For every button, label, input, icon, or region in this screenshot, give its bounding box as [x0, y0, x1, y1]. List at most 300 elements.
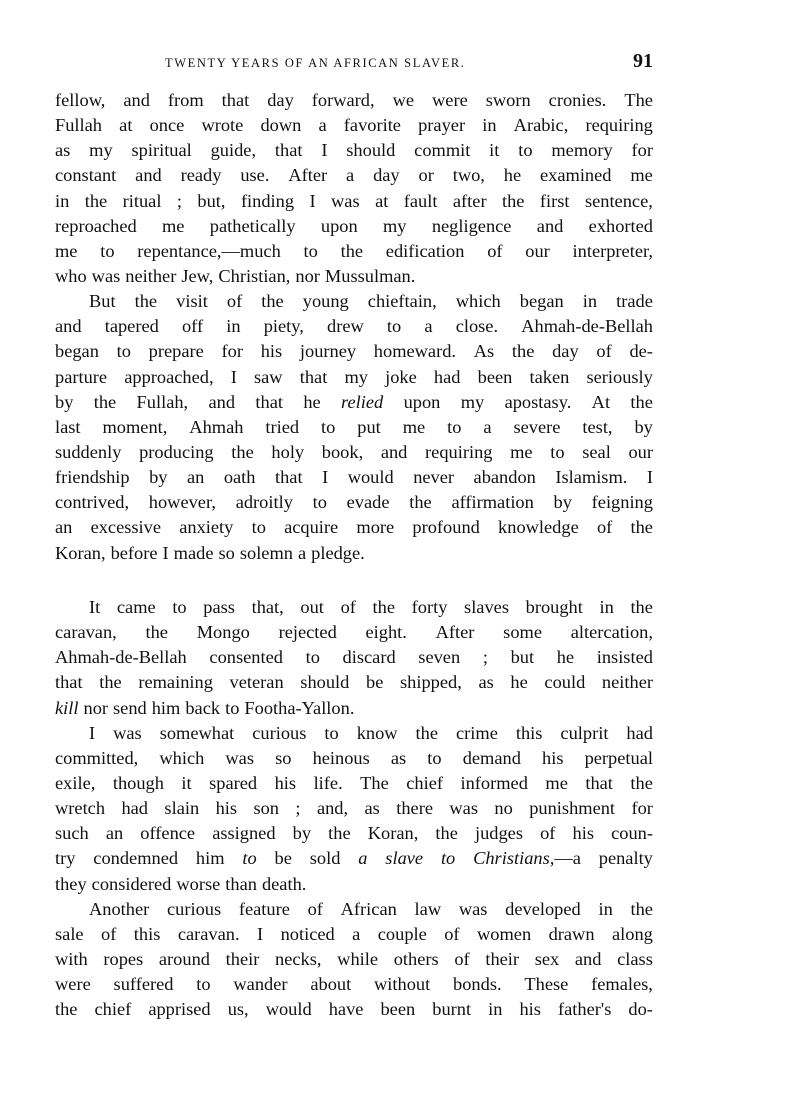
text-line: [55, 796, 653, 821]
word: to: [550, 441, 565, 462]
word: the: [511, 341, 535, 362]
text-line: [55, 645, 653, 670]
text-block-lower: [55, 595, 653, 1022]
word: have: [328, 999, 364, 1020]
word: sentence,: [584, 190, 653, 211]
word: adroitly: [235, 492, 293, 513]
text-block-upper: [55, 88, 653, 566]
word: to: [386, 316, 402, 337]
word: been: [477, 366, 513, 387]
word: relied: [341, 391, 384, 412]
word: approached,: [124, 366, 214, 387]
word: of: [454, 948, 470, 969]
word: parture: [55, 366, 108, 387]
word: his: [572, 823, 595, 844]
word: they: [55, 873, 87, 894]
word: favorite: [343, 115, 401, 136]
word: as: [390, 747, 407, 768]
word: Christian,: [218, 265, 291, 286]
word: profound: [412, 517, 480, 538]
running-head: [55, 52, 653, 76]
word: heinous: [312, 747, 370, 768]
word: had: [433, 366, 461, 387]
word: exile,: [55, 772, 96, 793]
word: tapered: [104, 316, 159, 337]
word: in: [598, 898, 613, 919]
text-line: [55, 239, 653, 264]
word: send: [113, 697, 147, 718]
word: of: [596, 517, 613, 538]
word: The: [360, 772, 389, 793]
word: him: [151, 697, 181, 718]
word: suddenly: [55, 441, 122, 462]
word: The: [624, 90, 653, 110]
word: and: [55, 316, 82, 337]
word: in: [599, 597, 614, 617]
word: a: [424, 316, 433, 337]
word: After: [435, 622, 475, 643]
word: Fullah,: [136, 391, 189, 412]
word: the: [409, 492, 432, 513]
text-line: [55, 264, 653, 289]
word: ropes: [103, 948, 144, 969]
word: an: [55, 517, 73, 538]
word: never: [413, 467, 455, 488]
word: chieftain,: [367, 291, 437, 312]
word: the: [84, 190, 108, 211]
word: in: [55, 190, 70, 211]
word: who: [55, 265, 87, 286]
word: I: [89, 722, 96, 743]
word: developed: [505, 898, 581, 919]
paragraph: [55, 721, 653, 897]
word: be: [274, 848, 292, 869]
word: homeward.: [373, 341, 457, 362]
text-line: [55, 721, 653, 746]
word: of: [444, 923, 460, 944]
word: demand: [462, 747, 521, 768]
word: began: [55, 341, 99, 362]
text-line: [55, 595, 653, 620]
word: interpreter,: [572, 240, 653, 261]
word: life.: [313, 772, 343, 793]
word: rejected: [278, 622, 337, 643]
word: evade: [346, 492, 390, 513]
word: which: [159, 747, 205, 768]
word: as: [478, 672, 494, 693]
word: negligence: [431, 215, 512, 236]
word: forty: [411, 597, 448, 617]
word: his: [274, 772, 297, 793]
word: of: [101, 923, 117, 944]
word: the: [630, 898, 653, 919]
word: feature: [238, 898, 290, 919]
word: suffered: [113, 974, 174, 995]
text-line: [55, 670, 653, 695]
word: it: [181, 772, 192, 793]
word: constant: [55, 165, 117, 186]
word: should: [346, 140, 396, 161]
word: Fullah: [55, 115, 103, 136]
word: more: [356, 517, 395, 538]
text-line: [55, 972, 653, 997]
word: slave: [385, 848, 424, 869]
word: would: [347, 467, 394, 488]
word: eight.: [365, 622, 407, 643]
word: an: [186, 467, 205, 488]
word: to: [321, 416, 336, 437]
word: that: [585, 772, 613, 793]
word: penalty: [598, 848, 653, 869]
word: were: [432, 90, 468, 110]
text-line: [55, 138, 653, 163]
text-line: [55, 214, 653, 239]
word: he: [503, 165, 522, 186]
word: and,: [316, 798, 349, 819]
word: of: [307, 898, 323, 919]
word: abandon: [473, 467, 536, 488]
word: kill: [55, 697, 79, 718]
word: and: [380, 441, 408, 462]
word: began: [519, 291, 564, 312]
word: As: [473, 341, 495, 362]
word: but: [510, 647, 535, 668]
word: severe: [513, 416, 561, 437]
word: oath: [223, 467, 256, 488]
word: that: [274, 140, 303, 161]
word: close.: [455, 316, 499, 337]
text-line: [55, 88, 653, 113]
word: my: [89, 140, 113, 161]
word: apprised: [148, 999, 211, 1020]
word: however,: [148, 492, 216, 513]
word: that,: [251, 597, 284, 617]
word: back: [185, 697, 221, 718]
word: ;: [295, 798, 301, 819]
word: edification: [385, 240, 465, 261]
word: producing: [139, 441, 214, 462]
word: death.: [261, 873, 307, 894]
word: discard: [342, 647, 396, 668]
word: excessive: [90, 517, 162, 538]
word: Jew,: [181, 265, 214, 286]
word: to: [116, 341, 131, 362]
word: caravan,: [55, 622, 117, 643]
word: upon: [320, 215, 358, 236]
word: Mussulman.: [324, 265, 416, 286]
word: though: [112, 772, 164, 793]
word: Christians,—a: [473, 848, 581, 869]
word: acquire: [284, 517, 339, 538]
paragraph: [55, 88, 653, 289]
word: off: [181, 316, 204, 337]
word: solemn: [239, 542, 293, 563]
word: no: [494, 798, 513, 819]
word: coun-: [611, 823, 653, 844]
word: contrived,: [55, 492, 130, 513]
word: should: [300, 672, 350, 693]
word: had: [121, 798, 149, 819]
word: seven: [418, 647, 461, 668]
word: drawn: [548, 923, 595, 944]
word: without: [374, 974, 431, 995]
word: by: [292, 823, 312, 844]
word: my: [460, 391, 485, 412]
word: he: [303, 391, 321, 412]
word: was: [91, 265, 121, 286]
word: once: [149, 115, 185, 136]
word: joke: [385, 366, 417, 387]
word: wretch: [55, 798, 106, 819]
word: an: [105, 823, 124, 844]
word: I: [257, 923, 264, 944]
word: culprit: [560, 722, 609, 743]
word: so: [275, 747, 292, 768]
word: affirmation: [451, 492, 534, 513]
word: to: [303, 240, 318, 261]
word: punishment: [529, 798, 616, 819]
word: burnt: [432, 999, 472, 1020]
word: judges: [474, 823, 523, 844]
word: by: [55, 391, 74, 412]
word: in: [582, 291, 598, 312]
word: brought: [525, 597, 583, 617]
text-line: [55, 922, 653, 947]
word: worse: [176, 873, 221, 894]
word: the: [231, 441, 254, 462]
word: sold: [309, 848, 341, 869]
word: from: [167, 90, 204, 110]
word: that: [275, 467, 303, 488]
word: along: [611, 923, 653, 944]
word: of: [540, 823, 556, 844]
word: remaining: [138, 672, 213, 693]
word: the: [99, 672, 122, 693]
word: I: [321, 140, 328, 161]
word: the: [415, 722, 439, 743]
word: for: [631, 140, 653, 161]
word: moment,: [102, 416, 168, 437]
word: him: [195, 848, 225, 869]
word: journey: [299, 341, 357, 362]
word: for: [631, 798, 653, 819]
text-line: [55, 314, 653, 339]
word: and: [123, 90, 150, 110]
word: seriously: [586, 366, 653, 387]
word: Ahmah: [189, 416, 244, 437]
word: my: [382, 215, 407, 236]
word: to: [427, 747, 442, 768]
word: pledge.: [311, 542, 365, 563]
word: the: [145, 622, 168, 643]
word: made: [173, 542, 214, 563]
word: before: [110, 542, 158, 563]
word: was: [225, 747, 255, 768]
word: requiring: [585, 115, 653, 136]
word: trade: [616, 291, 653, 312]
word: African: [340, 898, 397, 919]
word: sex: [534, 948, 560, 969]
word: the: [630, 391, 653, 412]
word: there: [396, 798, 433, 819]
word: out: [300, 597, 324, 617]
word: the: [372, 597, 395, 617]
word: It: [89, 597, 101, 617]
word: Koran,: [55, 542, 106, 563]
text-line: [55, 771, 653, 796]
text-line: [55, 846, 653, 871]
word: women: [477, 923, 532, 944]
word: me: [510, 441, 533, 462]
word: was: [449, 798, 479, 819]
word: while: [337, 948, 379, 969]
word: this: [515, 722, 543, 743]
word: repentance,—much: [137, 240, 281, 261]
word: the: [93, 391, 117, 412]
word: he: [510, 672, 528, 693]
word: after: [452, 190, 487, 211]
word: that: [299, 366, 328, 387]
word: were: [55, 974, 91, 995]
word: that: [55, 672, 83, 693]
word: two,: [452, 165, 485, 186]
word: memory: [551, 140, 613, 161]
word: noticed: [280, 923, 335, 944]
word: with: [55, 948, 88, 969]
text-line: [55, 746, 653, 771]
word: Footha-Yallon.: [244, 697, 355, 718]
text-line: [55, 390, 653, 415]
word: we: [392, 90, 415, 110]
word: fellow,: [55, 90, 106, 110]
word: assigned: [212, 823, 276, 844]
word: for: [221, 341, 243, 362]
running-title: TWENTY YEARS OF AN AFRICAN SLAVER.: [165, 56, 466, 70]
word: the: [630, 597, 653, 617]
word: neither: [601, 672, 653, 693]
word: pass: [203, 597, 235, 617]
word: in: [488, 999, 503, 1020]
word: the: [261, 291, 284, 312]
word: Islamism.: [555, 467, 628, 488]
word: reproached: [55, 215, 137, 236]
word: in: [226, 316, 241, 337]
word: But: [89, 291, 116, 312]
word: class: [617, 948, 653, 969]
text-line: [55, 821, 653, 846]
word: such: [55, 823, 89, 844]
word: as: [55, 140, 71, 161]
word: was: [113, 722, 142, 743]
word: spiritual: [131, 140, 192, 161]
text-line: [55, 465, 653, 490]
word: to: [100, 240, 115, 261]
text-line: [55, 872, 653, 897]
word: prayer: [418, 115, 466, 136]
word: saw: [253, 366, 283, 387]
word: the: [630, 517, 653, 538]
word: anxiety: [179, 517, 234, 538]
text-line: [55, 490, 653, 515]
word: These: [524, 974, 569, 995]
word: me: [55, 240, 78, 261]
word: would: [265, 999, 312, 1020]
word: visit: [176, 291, 208, 312]
text-line: [55, 113, 653, 138]
word: piety,: [263, 316, 304, 337]
text-line: [55, 189, 653, 214]
word: some: [503, 622, 542, 643]
word: prepare: [148, 341, 204, 362]
word: try: [55, 848, 76, 869]
word: that: [255, 391, 283, 412]
word: our: [525, 240, 550, 261]
word: was: [331, 190, 360, 211]
word: chief: [94, 999, 132, 1020]
word: examined: [540, 165, 612, 186]
word: altercation,: [570, 622, 653, 643]
word: a: [358, 848, 368, 869]
word: upon: [403, 391, 441, 412]
word: a: [346, 165, 355, 186]
word: cronies.: [548, 90, 607, 110]
text-line: [55, 339, 653, 364]
word: to: [518, 140, 533, 161]
word: considered: [91, 873, 172, 894]
word: it: [489, 140, 500, 161]
word: neither: [125, 265, 177, 286]
word: about: [310, 974, 352, 995]
word: of: [340, 597, 356, 617]
word: feigning: [591, 492, 653, 513]
word: somewhat: [159, 722, 235, 743]
word: or: [418, 165, 434, 186]
word: this: [133, 923, 161, 944]
word: so: [218, 542, 235, 563]
word: veteran: [229, 672, 284, 693]
text-line: [55, 415, 653, 440]
word: wrote: [201, 115, 244, 136]
word: son: [253, 798, 279, 819]
word: requiring: [425, 441, 493, 462]
word: the: [134, 291, 158, 312]
word: put: [357, 416, 381, 437]
word: necks,: [275, 948, 322, 969]
text-line: [55, 440, 653, 465]
word: that: [221, 90, 250, 110]
word: committed,: [55, 747, 139, 768]
word: us,: [227, 999, 249, 1020]
word: me: [545, 772, 568, 793]
word: de-: [629, 341, 653, 362]
word: caravan.: [177, 923, 240, 944]
word: ritual: [122, 190, 162, 211]
word: the: [328, 823, 351, 844]
word: the: [630, 772, 653, 793]
word: the: [435, 823, 458, 844]
word: a: [318, 115, 327, 136]
text-line: [55, 365, 653, 390]
word: sale: [55, 923, 84, 944]
word: Mongo: [196, 622, 250, 643]
word: a: [483, 416, 492, 437]
word: use.: [240, 165, 270, 186]
word: forward,: [311, 90, 375, 110]
word: and: [574, 948, 602, 969]
word: slain: [164, 798, 200, 819]
word: holy: [271, 441, 305, 462]
word: Ahmah-de-Bellah: [521, 316, 653, 337]
